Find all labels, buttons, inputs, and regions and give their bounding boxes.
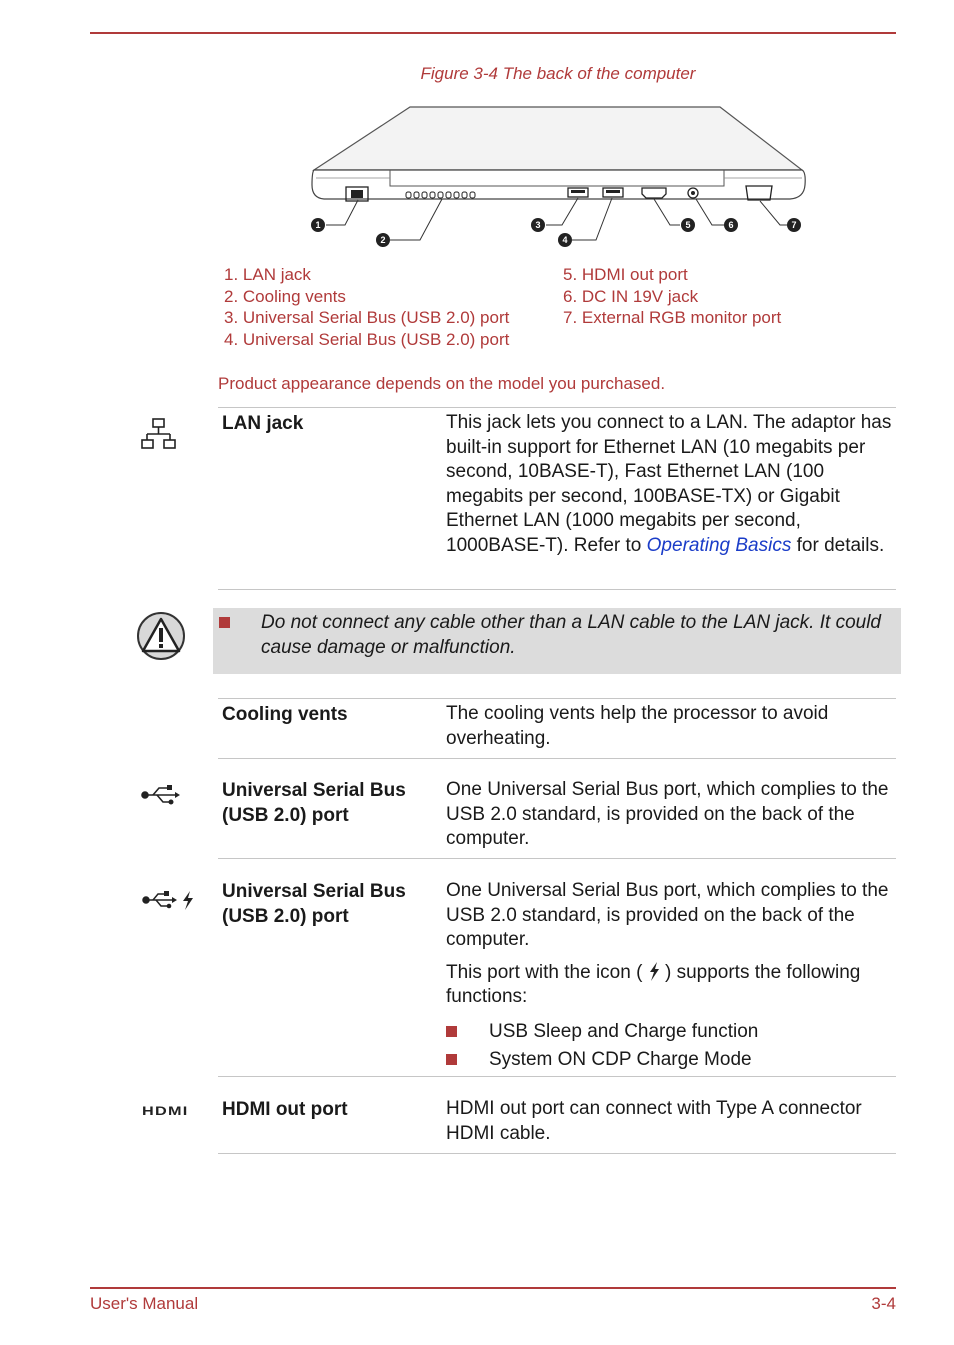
usb2-icon-note-start: This port with the icon ( — [446, 961, 643, 983]
list-item-label: USB Sleep and Charge function — [489, 1021, 759, 1042]
footer-rule — [90, 1287, 896, 1289]
operating-basics-link[interactable]: Operating Basics — [646, 534, 792, 556]
bullet-icon — [446, 1026, 457, 1037]
row-divider — [218, 698, 896, 699]
warning-icon — [136, 611, 186, 661]
legend-item: 7. External RGB monitor port — [563, 308, 782, 328]
hdmi-term: HDMI out port — [222, 1099, 348, 1120]
warning-bullet — [219, 617, 230, 628]
row-divider — [218, 858, 896, 859]
callout-2: 2 — [380, 235, 386, 245]
lan-desc-text-end: for details. — [791, 534, 885, 556]
lan-description — [446, 411, 896, 558]
cooling-term: Cooling vents — [222, 704, 348, 725]
legend-item: 2. Cooling vents — [224, 286, 346, 306]
callout-7: 7 — [791, 220, 797, 230]
usb2-icon-note — [446, 961, 896, 1010]
appearance-note: Product appearance depends on the model you purchased. — [218, 374, 666, 393]
legend-item: 4. Universal Serial Bus (USB 2.0) port — [224, 329, 510, 349]
sleep-charge-icon — [648, 962, 660, 981]
usb2-icon-note-end: ) supports the following functions: — [446, 961, 861, 1007]
usb2-term: Universal Serial Bus (USB 2.0) port — [222, 881, 406, 927]
bullet-icon — [446, 1054, 457, 1065]
figure-legend-left — [224, 264, 509, 350]
legend-item: 1. LAN jack — [224, 265, 311, 284]
list-item — [446, 1046, 758, 1074]
footer-title: User's Manual — [90, 1294, 199, 1313]
row-divider — [218, 589, 896, 590]
usb2-desc-text: One Universal Serial Bus port, which complies to the USB 2.0 standard, is provided on the back of the computer. — [446, 880, 889, 950]
row-divider — [218, 758, 896, 759]
computer-back-figure — [300, 100, 820, 255]
hdmi-description: HDMI out port can connect with Type A connector HDMI cable. — [446, 1098, 862, 1144]
callout-3: 3 — [535, 220, 541, 230]
page-number: 3-4 — [871, 1294, 896, 1313]
row-divider — [218, 407, 896, 408]
usb1-term: Universal Serial Bus (USB 2.0) port — [222, 780, 406, 826]
usb2-function-list — [446, 1018, 758, 1073]
callout-4: 4 — [562, 235, 568, 245]
figure-legend-right — [563, 264, 781, 329]
hdmi-icon — [142, 1104, 194, 1118]
callout-5: 5 — [685, 220, 691, 230]
callout-6: 6 — [728, 220, 734, 230]
usb2-description — [446, 879, 896, 1010]
lan-term: LAN jack — [222, 413, 304, 434]
list-item — [446, 1018, 758, 1046]
hdmi-icon-text: HDMI — [142, 1104, 189, 1118]
legend-item: 3. Universal Serial Bus (USB 2.0) port — [224, 308, 510, 328]
callout-1: 1 — [315, 220, 321, 230]
header-rule — [90, 32, 896, 34]
usb-icon — [141, 784, 181, 806]
figure-caption: Figure 3-4 The back of the computer — [420, 64, 696, 83]
legend-item: 5. HDMI out port — [563, 265, 688, 284]
row-divider — [218, 1076, 896, 1077]
lan-desc-text: This jack lets you connect to a LAN. The adaptor has built-in support for Ethernet LAN (10 megabits per second, 10BASE-T), Fast Ethernet LAN (100 megabits per second, 100BASE-TX) or Gigabit Ethernet LAN (1000 megabits per second, 1000BASE-T). Refer to — [446, 412, 892, 556]
cooling-description: The cooling vents help the processor to avoid overheating. — [446, 703, 829, 749]
lan-icon — [141, 417, 177, 451]
usb-charge-icon — [142, 888, 196, 912]
row-divider — [218, 1153, 896, 1154]
list-item-label: System ON CDP Charge Mode — [489, 1048, 752, 1070]
warning-text: Do not connect any cable other than a LAN cable to the LAN jack. It could cause damage or malfunction. — [261, 612, 881, 658]
usb1-description: One Universal Serial Bus port, which complies to the USB 2.0 standard, is provided on the back of the computer. — [446, 779, 889, 849]
legend-item: 6. DC IN 19V jack — [563, 286, 699, 306]
